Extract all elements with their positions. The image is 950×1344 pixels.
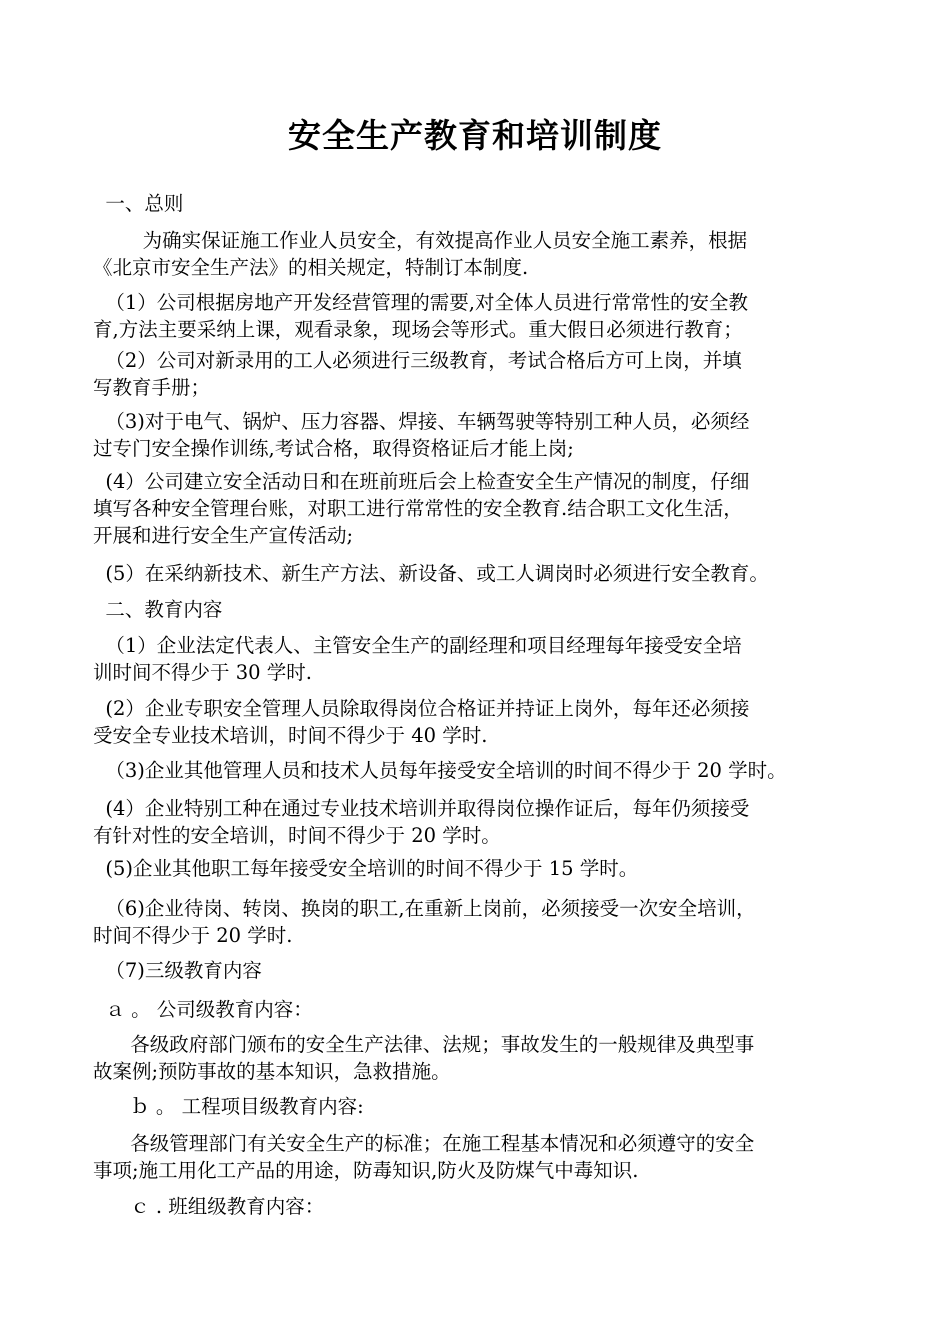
paragraph-line: 《北京市安全生产法》的相关规定，特制订本制度. [93, 256, 529, 279]
paragraph [93, 560, 863, 587]
paragraph-line: （3)企业其他管理人员和技术人员每年接受安全培训的时间不得少于 20 学时。 [93, 759, 787, 782]
paragraph-line: ｃ . 班组级教育内容： [93, 1195, 325, 1218]
paragraph [93, 795, 863, 849]
paragraph-line: 时间不得少于 20 学时. [93, 924, 293, 947]
paragraph [93, 1193, 863, 1220]
paragraph-line: （1）公司根据房地产开发经营管理的需要,对全体人员进行常常性的安全教 [93, 291, 749, 314]
paragraph-line: (2）企业专职安全管理人员除取得岗位合格证并持证上岗外，每年还必须接 [93, 697, 750, 720]
paragraph [93, 227, 863, 281]
paragraph [93, 1093, 863, 1120]
paragraph-line: 写教育手册； [93, 376, 211, 399]
paragraph [93, 632, 863, 686]
paragraph-line: 有针对性的安全培训，时间不得少于 20 学时。 [93, 824, 501, 847]
paragraph-line: 一、总则 [93, 192, 184, 215]
paragraph-line: (5）在采纳新技术、新生产方法、新设备、或工人调岗时必须进行安全教育。 [93, 562, 769, 585]
paragraph [93, 1130, 863, 1184]
paragraph [93, 1031, 863, 1085]
paragraph-line: 过专门安全操作训练,考试合格，取得资格证后才能上岗; [93, 437, 574, 460]
paragraph [93, 695, 863, 749]
paragraph-line: （3)对于电气、锅炉、压力容器、焊接、车辆驾驶等特别工种人员，必须经 [93, 410, 750, 433]
paragraph [93, 855, 863, 882]
paragraph-line: (5)企业其他职工每年接受安全培训的时间不得少于 15 学时。 [93, 857, 639, 880]
paragraph [93, 190, 863, 217]
paragraph [93, 895, 863, 949]
paragraph-line: 各级管理部门有关安全生产的标准；在施工程基本情况和必须遵守的安全 [93, 1132, 755, 1155]
paragraph-line: 故案例;预防事故的基本知识，急救措施。 [93, 1060, 451, 1083]
paragraph [93, 957, 863, 984]
paragraph-line: 二、教育内容 [93, 598, 223, 621]
paragraph-line: 受安全专业技术培训，时间不得少于 40 学时. [93, 724, 488, 747]
paragraph-line: 开展和进行安全生产宣传活动; [93, 524, 354, 547]
paragraph-line: 育,方法主要采纳上课，观看录象，现场会等形式。重大假日必须进行教育； [93, 318, 743, 341]
document-title: 安全生产教育和培训制度 [288, 116, 662, 155]
paragraph-line: （7)三级教育内容 [93, 959, 262, 982]
paragraph-line: 为确实保证施工作业人员安全，有效提高作业人员安全施工素养，根据 [93, 229, 748, 252]
paragraph-line: 训时间不得少于 30 学时. [93, 661, 312, 684]
paragraph-line: (4）公司建立安全活动日和在班前班后会上检查安全生产情况的制度，仔细 [93, 470, 750, 493]
paragraph [93, 289, 863, 343]
paragraph [93, 596, 863, 623]
paragraph [93, 757, 863, 784]
paragraph-line: 填写各种安全管理台账，对职工进行常常性的安全教育.结合职工文化生活， [93, 497, 743, 520]
paragraph [93, 347, 863, 401]
paragraph-line: （1）企业法定代表人、主管安全生产的副经理和项目经理每年接受安全培 [93, 634, 742, 657]
paragraph-line: （6)企业待岗、转岗、换岗的职工,在重新上岗前，必须接受一次安全培训， [93, 897, 756, 920]
paragraph-line: （2）公司对新录用的工人必须进行三级教育，考试合格后方可上岗，并填 [93, 349, 742, 372]
paragraph [93, 408, 863, 462]
paragraph-line: 各级政府部门颁布的安全生产法律、法规；事故发生的一般规律及典型事 [93, 1033, 755, 1056]
paragraph [93, 468, 863, 549]
paragraph-line: 事项;施工用化工产品的用途，防毒知识,防火及防煤气中毒知识. [93, 1159, 639, 1182]
paragraph-line: (4）企业特别工种在通过专业技术培训并取得岗位操作证后，每年仍须接受 [93, 797, 750, 820]
paragraph-line: ｂ 。 工程项目级教育内容: [93, 1095, 364, 1118]
paragraph-line: ａ 。 公司级教育内容： [93, 998, 313, 1021]
paragraph [93, 996, 863, 1023]
